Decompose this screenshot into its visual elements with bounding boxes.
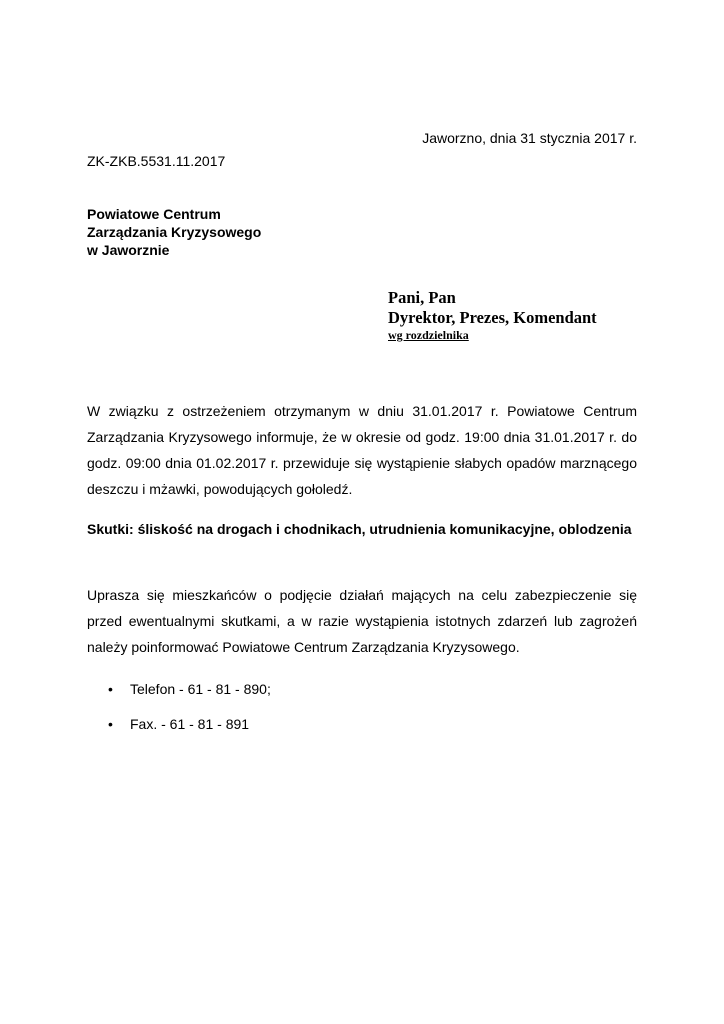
sender-line-1: Powiatowe Centrum (87, 206, 221, 222)
bullet-icon: • (108, 716, 113, 732)
contact-item-fax (87, 711, 271, 746)
recipient-line-1: Pani, Pan (388, 288, 456, 307)
sender-line-2: Zarządzania Kryzysowego (87, 224, 262, 240)
request-paragraph: Uprasza się mieszkańców o podjęcie działań mających na celu zabezpieczenie się przed ewentualnymi skutkami, a w razie wystąpienia istotnych zdarzeń lub zagrożeń należy poinformować Powiatowe Centrum Zarządzania Kryzysowego. (87, 587, 637, 655)
contact-fax-text: Fax. - 61 - 81 - 891 (130, 716, 250, 732)
recipient-line-2: Dyrektor, Prezes, Komendant (388, 308, 597, 327)
contact-item-phone (87, 676, 271, 711)
recipient-distribution-note: wg rozdzielnika (388, 328, 469, 342)
bullet-icon: • (108, 681, 113, 697)
contact-phone-text: Telefon - 61 - 81 - 890; (130, 681, 271, 697)
recipient-block (388, 288, 597, 342)
sender-line-3: w Jaworznie (87, 242, 170, 258)
contact-list (87, 676, 271, 746)
effects-paragraph: Skutki: śliskość na drogach i chodnikach, utrudnienia komunikacyjne, oblodzenia (87, 521, 632, 537)
date-line: Jaworzno, dnia 31 stycznia 2017 r. (422, 130, 637, 146)
warning-paragraph: W związku z ostrzeżeniem otrzymanym w dniu 31.01.2017 r. Powiatowe Centrum Zarządzania Kryzysowego informuje, że w okresie od godz. 19:00 dnia 31.01.2017 r. do godz. 09:00 dnia 01.02.2017 r. przewiduje się wystąpienie słabych opadów marznącego deszczu i mżawki, powodujących gołoledź. (87, 403, 637, 497)
reference-number: ZK-ZKB.5531.11.2017 (87, 153, 226, 169)
sender-block (87, 205, 261, 259)
